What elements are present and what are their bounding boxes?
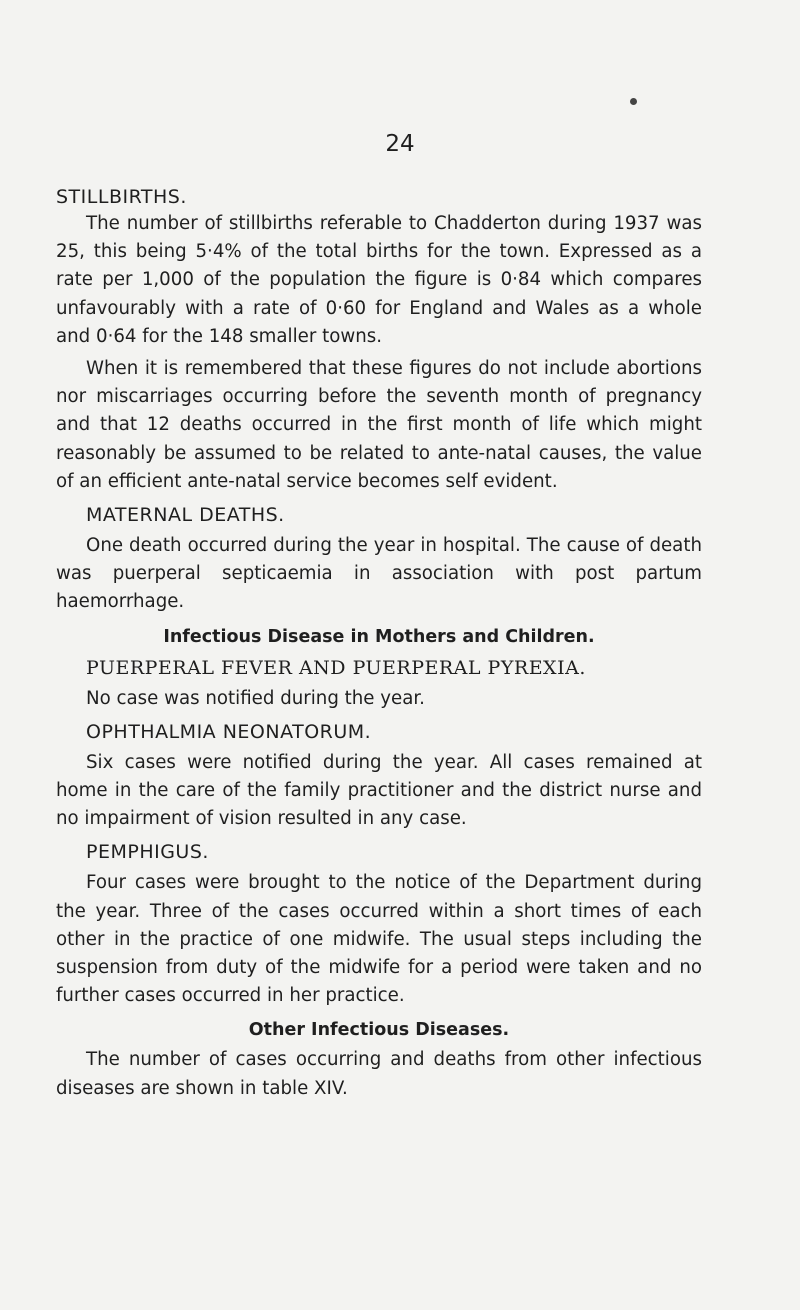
pemphigus-paragraph: Four cases were brought to the notice of the Department during the year. Three of the cases occurred within a short times of each other in the practice of one midwife. The usual steps including the suspension from duty of the midwife for a period were taken and no further cases occurred in her practice. <box>56 872 702 1007</box>
scan-mark <box>630 98 637 105</box>
stillbirths-heading: STILLBIRTHS. <box>56 186 187 208</box>
maternal-deaths-paragraph: One death occurred during the year in hospital. The cause of death was puerperal septicaemia in association with post partum haemorrhage. <box>56 535 702 613</box>
puerperal-fever-paragraph: No case was notified during the year. <box>86 687 425 709</box>
maternal-deaths-heading: MATERNAL DEATHS. <box>86 504 285 527</box>
other-infectious-heading: Other Infectious Diseases. <box>248 1020 510 1041</box>
other-infectious-paragraph: The number of cases occurring and deaths from other infectious diseases are shown in table XIV. <box>56 1049 702 1099</box>
ophthalmia-paragraph: Six cases were notified during the year. All cases remained at home in the care of the family practitioner and the district nurse and no impairment of vision resulted in any case. <box>56 751 702 830</box>
stillbirths-paragraph-1: The number of stillbirths referable to Chadderton during 1937 was 25, this being 5·4% of the total births for the town. Expressed as a rate per 1,000 of the population the figure is 0·84 which compares unfavourably with a rate of 0·60 for England and Wales as a whole and 0·64 for the 148 smaller towns. <box>56 213 702 347</box>
puerperal-fever-heading: PUERPERAL FEVER AND PUERPERAL PYREXIA. <box>86 656 586 679</box>
pemphigus-heading: PEMPHIGUS. <box>86 841 209 864</box>
stillbirths-paragraph-2: When it is remembered that these figures do not include abortions nor miscarriages occurring before the seventh month of pregnancy and that 12 deaths occurred in the first month of life which might reasonably be assumed to be related to ante-natal causes, the value of an efficient ante-natal service becomes self evident. <box>56 358 702 492</box>
page-number: 24 <box>385 131 415 157</box>
ophthalmia-heading: OPHTHALMIA NEONATORUM. <box>86 720 372 743</box>
page-content <box>56 184 702 1103</box>
infectious-mothers-children-heading: Infectious Disease in Mothers and Children. <box>163 626 595 647</box>
